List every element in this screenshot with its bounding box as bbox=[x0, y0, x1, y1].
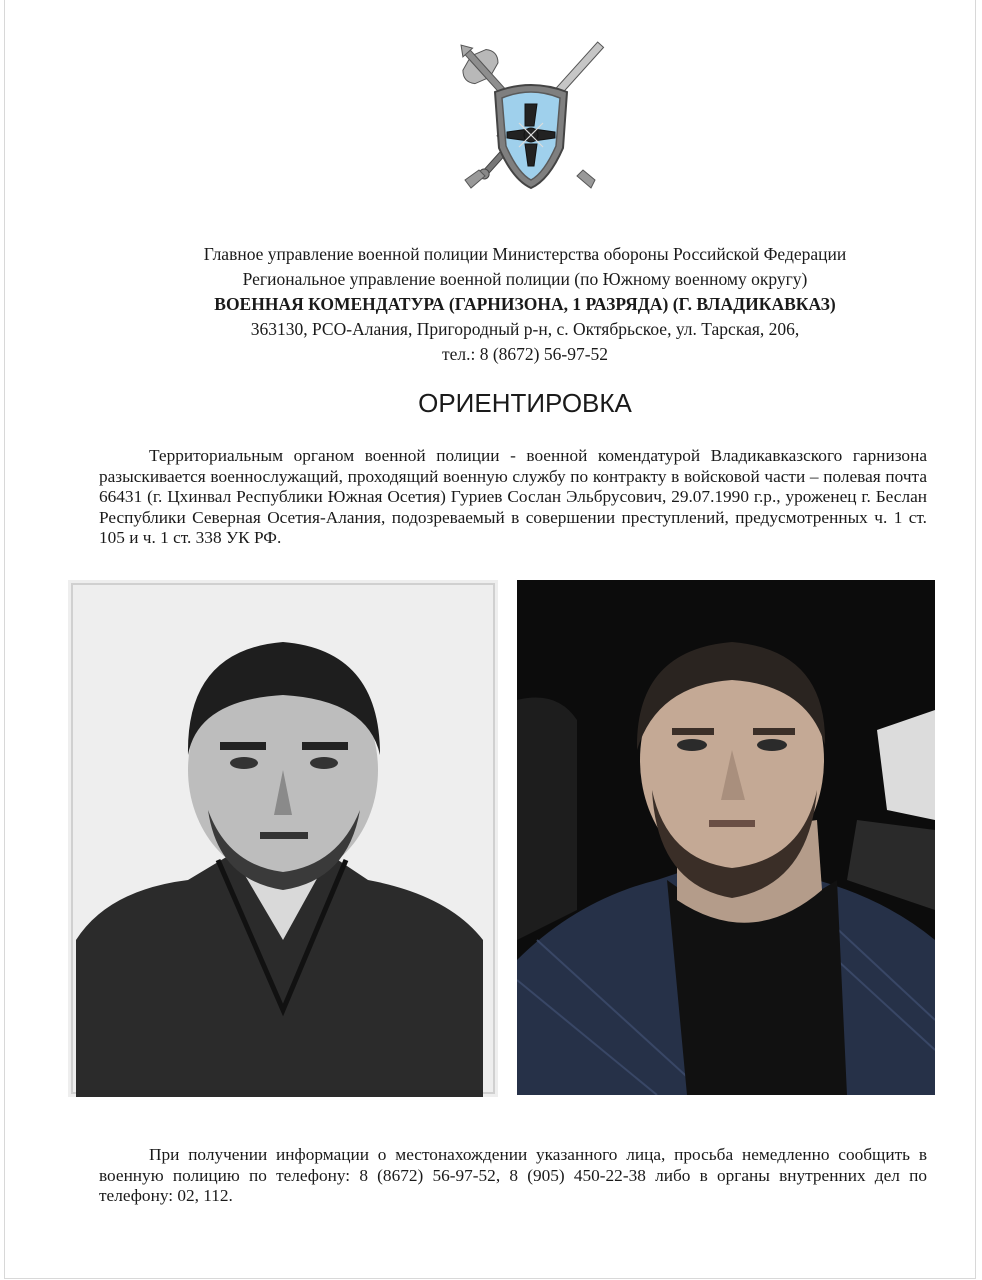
passport-photo bbox=[68, 580, 498, 1097]
header-line-phone: тел.: 8 (8672) 56-97-52 bbox=[441, 344, 609, 364]
document-header bbox=[5, 242, 975, 367]
document-page bbox=[4, 0, 976, 1279]
header-line-address: 363130, РСО-Алания, Пригородный р-н, с. Октябрьское, ул. Тарская, 206, bbox=[250, 319, 800, 339]
document-title: ОРИЕНТИРОВКА bbox=[418, 388, 632, 418]
wanted-notice-paragraph: Территориальным органом военной полиции - военной комендатурой Владикавказского гарнизона разыскивается военнослужащий, проходящий военную службу по контракту в войсковой части – полевая почта 66431 (г. Цхинвал Республики Южная Осетия) Гуриев Сослан Эльбрусович, 29.07.1990 г.р., уроженец г. Беслан Республики Северная Осетия-Алания, подозреваемый в совершении преступлений, предусмотренных ч. 1 ст. 105 и ч. 1 ст. 338 УК РФ. bbox=[99, 446, 927, 548]
header-line-ministry: Главное управление военной полиции Министерства обороны Российской Федерации bbox=[203, 244, 847, 264]
header-line-regional: Региональное управление военной полиции (по Южному военному округу) bbox=[242, 269, 808, 289]
contact-request-paragraph: При получении информации о местонахождении указанного лица, просьба немедленно сообщить в военную полицию по телефону: 8 (8672) 56-97-52, 8 (905) 450-22-38 либо в органы внутренних дел по телефону: 02, 112. bbox=[99, 1145, 927, 1206]
header-line-commandant: ВОЕННАЯ КОМЕНДАТУРА (ГАРНИЗОНА, 1 РАЗРЯДА) (Г. ВЛАДИКАВКАЗ) bbox=[214, 294, 836, 314]
selfie-photo bbox=[517, 580, 935, 1095]
military-police-emblem-icon bbox=[445, 30, 617, 214]
